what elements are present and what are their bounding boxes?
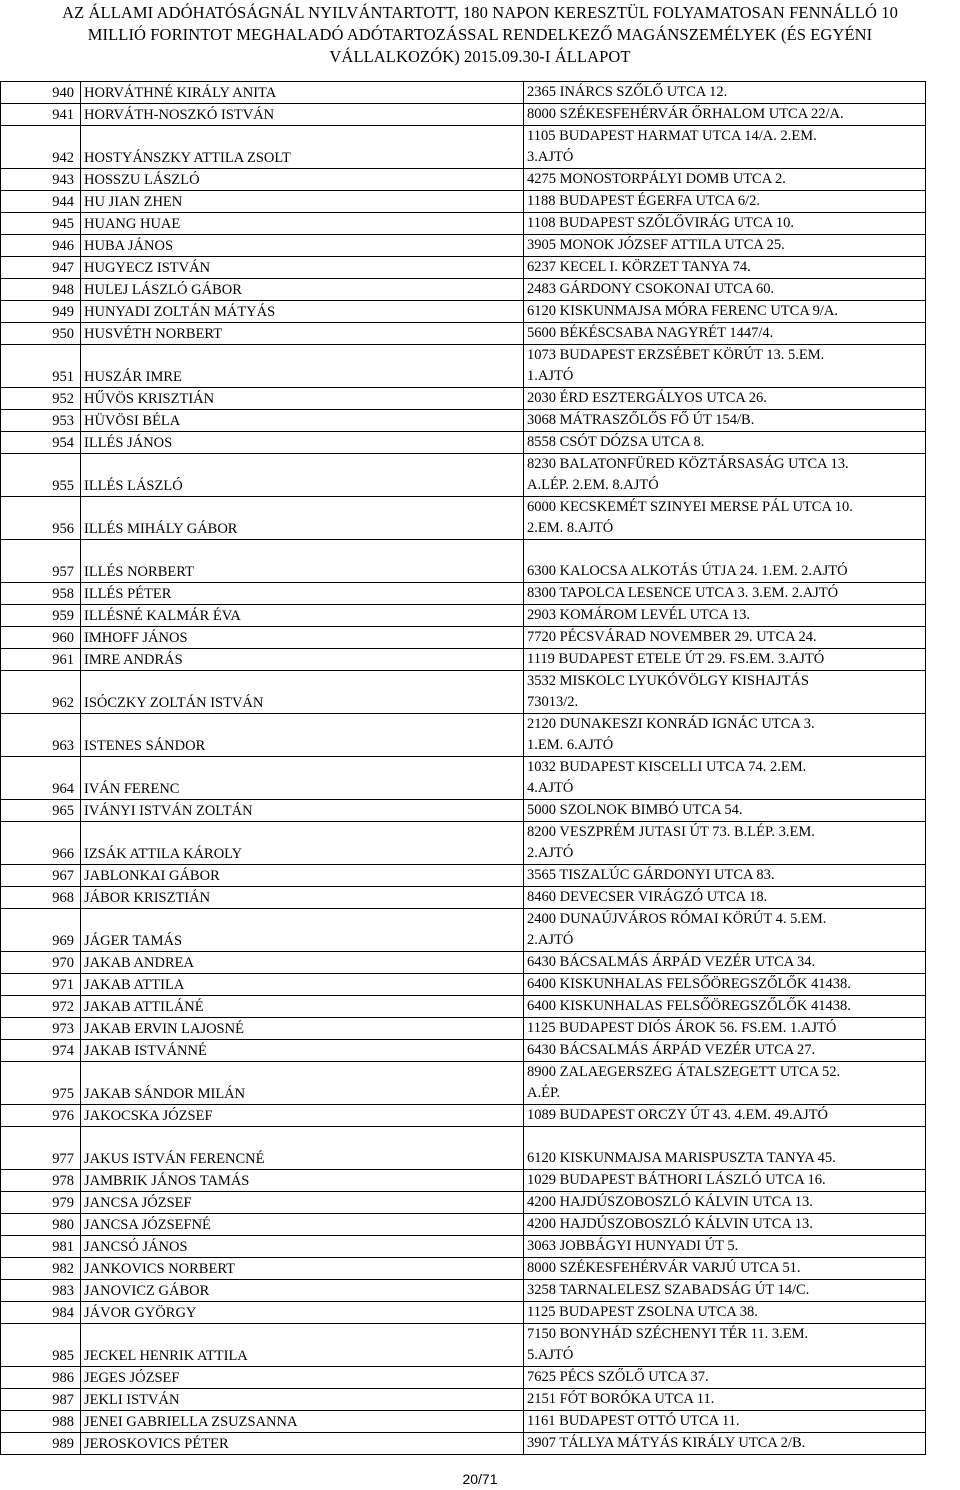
table-row [1,126,926,169]
row-number: 980 [1,1214,81,1236]
taxpayer-name: JAKAB ANDREA [81,952,524,974]
address-line: 4275 MONOSTORPÁLYI DOMB UTCA 2. [527,171,786,187]
address-line: 5000 SZOLNOK BIMBÓ UTCA 54. [527,802,743,818]
address-line: 3565 TISZALÚC GÁRDONYI UTCA 83. [527,867,775,883]
table-row [1,1236,926,1258]
table-row [1,822,926,865]
taxpayer-address [524,257,926,279]
row-number: 977 [1,1127,81,1170]
table-row [1,191,926,213]
taxpayer-address [524,583,926,605]
table-row [1,583,926,605]
row-number: 967 [1,865,81,887]
row-number: 958 [1,583,81,605]
row-number: 949 [1,301,81,323]
taxpayer-name: JENEI GABRIELLA ZSUZSANNA [81,1411,524,1433]
taxpayer-name: JAKAB ERVIN LAJOSNÉ [81,1018,524,1040]
taxpayer-name: JAKAB SÁNDOR MILÁN [81,1062,524,1105]
row-number: 987 [1,1389,81,1411]
table-row [1,714,926,757]
address-line: 1105 BUDAPEST HARMAT UTCA 14/A. 2.EM. [527,128,817,144]
address-line: 1032 BUDAPEST KISCELLI UTCA 74. 2.EM. [527,759,807,775]
row-number: 979 [1,1192,81,1214]
address-line: 8200 VESZPRÉM JUTASI ÚT 73. B.LÉP. 3.EM. [527,824,815,840]
table-row [1,649,926,671]
taxpayer-name: JEKLI ISTVÁN [81,1389,524,1411]
taxpayer-address [524,1127,926,1170]
table-row [1,1433,926,1455]
address-line: 2.EM. 8.AJTÓ [527,520,614,536]
address-line: 6430 BÁCSALMÁS ÁRPÁD VEZÉR UTCA 27. [527,1042,816,1058]
address-line: 8300 TAPOLCA LESENCE UTCA 3. 3.EM. 2.AJTÓ [527,585,839,601]
row-number: 940 [1,82,81,104]
row-number: 972 [1,996,81,1018]
taxpayer-name: JANCSÓ JÁNOS [81,1236,524,1258]
taxpayer-name: ISÓCZKY ZOLTÁN ISTVÁN [81,671,524,714]
taxpayer-address [524,82,926,104]
row-number: 984 [1,1302,81,1324]
address-line: 7150 BONYHÁD SZÉCHENYI TÉR 11. 3.EM. [527,1326,809,1342]
row-number: 947 [1,257,81,279]
row-number: 964 [1,757,81,800]
document-header [0,2,960,68]
taxpayer-name: JEGES JÓZSEF [81,1367,524,1389]
address-line: A.ÉP. [527,1085,561,1101]
taxpayer-name: JANKOVICS NORBERT [81,1258,524,1280]
address-line: 2483 GÁRDONY CSOKONAI UTCA 60. [527,281,775,297]
taxpayer-name: ILLÉS NORBERT [81,540,524,583]
address-line: 6120 KISKUNMAJSA MARISPUSZTA TANYA 45. [527,1150,836,1166]
taxpayer-address [524,757,926,800]
taxpayer-name: ISTENES SÁNDOR [81,714,524,757]
row-number: 985 [1,1324,81,1367]
address-line: 5600 BÉKÉSCSABA NAGYRÉT 1447/4. [527,325,774,341]
row-number: 942 [1,126,81,169]
taxpayer-address [524,279,926,301]
taxpayer-address [524,1170,926,1192]
taxpayer-name: HORVÁTH-NOSZKÓ ISTVÁN [81,104,524,126]
table-row [1,410,926,432]
table-row [1,1302,926,1324]
address-line: 3068 MÁTRASZŐLŐS FŐ ÚT 154/B. [527,412,755,428]
address-line: 73013/2. [527,694,579,710]
taxpayer-table [0,81,926,1455]
row-number: 953 [1,410,81,432]
taxpayer-name: HOSTYÁNSZKY ATTILA ZSOLT [81,126,524,169]
taxpayer-address [524,671,926,714]
row-number: 944 [1,191,81,213]
taxpayer-address [524,974,926,996]
address-line: 3532 MISKOLC LYUKÓVÖLGY KISHAJTÁS [527,673,809,689]
taxpayer-name: HU JIAN ZHEN [81,191,524,213]
table-row [1,1062,926,1105]
table-row [1,1040,926,1062]
taxpayer-name: JAKAB ISTVÁNNÉ [81,1040,524,1062]
row-number: 968 [1,887,81,909]
table-row [1,388,926,410]
table-row [1,301,926,323]
table-row [1,1192,926,1214]
address-line: 6400 KISKUNHALAS FELSŐÖREGSZŐLŐK 41438. [527,976,851,992]
table-row [1,800,926,822]
table-row [1,497,926,540]
row-number: 950 [1,323,81,345]
address-line: 3063 JOBBÁGYI HUNYADI ÚT 5. [527,1238,739,1254]
taxpayer-address [524,1433,926,1455]
taxpayer-address [524,104,926,126]
address-line: 4200 HAJDÚSZOBOSZLÓ KÁLVIN UTCA 13. [527,1216,813,1232]
taxpayer-address [524,1105,926,1127]
taxpayer-name: JEROSKOVICS PÉTER [81,1433,524,1455]
row-number: 955 [1,454,81,497]
taxpayer-address [524,649,926,671]
address-line: 1089 BUDAPEST ORCZY ÚT 43. 4.EM. 49.AJTÓ [527,1107,829,1123]
taxpayer-name: HUGYECZ ISTVÁN [81,257,524,279]
row-number: 970 [1,952,81,974]
table-row [1,865,926,887]
table-row [1,169,926,191]
table-row [1,1367,926,1389]
taxpayer-address [524,865,926,887]
address-line: 8900 ZALAEGERSZEG ÁTALSZEGETT UTCA 52. [527,1064,841,1080]
taxpayer-address [524,301,926,323]
table-row [1,627,926,649]
address-line: 7720 PÉCSVÁRAD NOVEMBER 29. UTCA 24. [527,629,817,645]
taxpayer-address [524,1411,926,1433]
row-number: 971 [1,974,81,996]
taxpayer-name: ILLÉS LÁSZLÓ [81,454,524,497]
taxpayer-name: JECKEL HENRIK ATTILA [81,1324,524,1367]
table-row [1,757,926,800]
taxpayer-address [524,714,926,757]
address-line: 6237 KECEL I. KÖRZET TANYA 74. [527,259,751,275]
taxpayer-address [524,1280,926,1302]
address-line: A.LÉP. 2.EM. 8.AJTÓ [527,477,659,493]
taxpayer-address [524,1236,926,1258]
table-row [1,104,926,126]
address-line: 1161 BUDAPEST OTTÓ UTCA 11. [527,1413,740,1429]
taxpayer-address [524,388,926,410]
address-line: 2151 FÓT BORÓKA UTCA 11. [527,1391,715,1407]
address-line: 2400 DUNAÚJVÁROS RÓMAI KÖRÚT 4. 5.EM. [527,911,827,927]
taxpayer-name: JÁVOR GYÖRGY [81,1302,524,1324]
row-number: 943 [1,169,81,191]
taxpayer-address [524,1302,926,1324]
taxpayer-name: HÜVÖSI BÉLA [81,410,524,432]
taxpayer-address [524,800,926,822]
address-line: 3907 TÁLLYA MÁTYÁS KIRÁLY UTCA 2/B. [527,1435,806,1451]
table-row [1,952,926,974]
row-number: 989 [1,1433,81,1455]
table-row [1,909,926,952]
taxpayer-address [524,1389,926,1411]
address-line: 2365 INÁRCS SZŐLŐ UTCA 12. [527,84,728,100]
address-line: 4200 HAJDÚSZOBOSZLÓ KÁLVIN UTCA 13. [527,1194,813,1210]
row-number: 952 [1,388,81,410]
taxpayer-name: JAKUS ISTVÁN FERENCNÉ [81,1127,524,1170]
table-row [1,345,926,388]
taxpayer-address [524,1367,926,1389]
table-row [1,82,926,104]
table-row [1,540,926,583]
address-line: 1.AJTÓ [527,368,574,384]
taxpayer-name: HOSSZU LÁSZLÓ [81,169,524,191]
taxpayer-name: JABLONKAI GÁBOR [81,865,524,887]
taxpayer-address [524,1192,926,1214]
table-row [1,257,926,279]
row-number: 974 [1,1040,81,1062]
table-row [1,996,926,1018]
address-line: 6000 KECSKEMÉT SZINYEI MERSE PÁL UTCA 10. [527,499,853,515]
row-number: 986 [1,1367,81,1389]
address-line: 6120 KISKUNMAJSA MÓRA FERENC UTCA 9/A. [527,303,838,319]
table-row [1,235,926,257]
taxpayer-address [524,627,926,649]
taxpayer-address [524,432,926,454]
taxpayer-name: JÁBOR KRISZTIÁN [81,887,524,909]
taxpayer-address [524,1324,926,1367]
row-number: 963 [1,714,81,757]
address-line: 8000 SZÉKESFEHÉRVÁR VARJÚ UTCA 51. [527,1260,801,1276]
address-line: 8558 CSÓT DÓZSA UTCA 8. [527,434,705,450]
taxpayer-name: JAKOCSKA JÓZSEF [81,1105,524,1127]
taxpayer-address [524,1062,926,1105]
table-row [1,887,926,909]
table-row [1,1389,926,1411]
row-number: 960 [1,627,81,649]
address-line: 8000 SZÉKESFEHÉRVÁR ŐRHALOM UTCA 22/A. [527,106,844,122]
address-line: 1108 BUDAPEST SZŐLŐVIRÁG UTCA 10. [527,215,795,231]
row-number: 941 [1,104,81,126]
table-row [1,1324,926,1367]
address-line: 1125 BUDAPEST DIÓS ÁROK 56. FS.EM. 1.AJTÓ [527,1020,837,1036]
taxpayer-address [524,605,926,627]
taxpayer-address [524,213,926,235]
address-line: 3.AJTÓ [527,149,574,165]
table-row [1,454,926,497]
row-number: 978 [1,1170,81,1192]
taxpayer-name: JAKAB ATTILÁNÉ [81,996,524,1018]
taxpayer-address [524,1040,926,1062]
row-number: 976 [1,1105,81,1127]
taxpayer-address [524,1258,926,1280]
taxpayer-address [524,497,926,540]
table-row [1,1105,926,1127]
taxpayer-name: HORVÁTHNÉ KIRÁLY ANITA [81,82,524,104]
row-number: 982 [1,1258,81,1280]
address-line: 5.AJTÓ [527,1347,574,1363]
address-line: 2030 ÉRD ESZTERGÁLYOS UTCA 26. [527,390,767,406]
taxpayer-name: IVÁN FERENC [81,757,524,800]
taxpayer-name: ILLÉSNÉ KALMÁR ÉVA [81,605,524,627]
table-row [1,1280,926,1302]
table-row [1,1170,926,1192]
taxpayer-address [524,887,926,909]
taxpayer-name: IMHOFF JÁNOS [81,627,524,649]
address-line: 1029 BUDAPEST BÁTHORI LÁSZLÓ UTCA 16. [527,1172,826,1188]
taxpayer-address [524,540,926,583]
taxpayer-name: HULEJ LÁSZLÓ GÁBOR [81,279,524,301]
header-line-2: MILLIÓ FORINTOT MEGHALADÓ ADÓTARTOZÁSSAL RENDELKEZŐ MAGÁNSZEMÉLYEK (ÉS EGYÉNI [87,25,873,44]
taxpayer-name: IMRE ANDRÁS [81,649,524,671]
taxpayer-name: HUNYADI ZOLTÁN MÁTYÁS [81,301,524,323]
table-row [1,1018,926,1040]
address-line: 1125 BUDAPEST ZSOLNA UTCA 38. [527,1304,758,1320]
header-line-1: AZ ÁLLAMI ADÓHATÓSÁGNÁL NYILVÁNTARTOTT, 180 NAPON KERESZTÜL FOLYAMATOSAN FENNÁLLÓ 10 [62,3,898,22]
taxpayer-name: JANCSA JÓZSEF [81,1192,524,1214]
taxpayer-address [524,822,926,865]
taxpayer-address [524,454,926,497]
row-number: 951 [1,345,81,388]
row-number: 983 [1,1280,81,1302]
taxpayer-address [524,996,926,1018]
address-line: 1119 BUDAPEST ETELE ÚT 29. FS.EM. 3.AJTÓ [527,651,825,667]
table-row [1,279,926,301]
address-line: 6430 BÁCSALMÁS ÁRPÁD VEZÉR UTCA 34. [527,954,816,970]
table-row [1,1258,926,1280]
page-number: 20/71 [462,1471,498,1487]
taxpayer-address [524,410,926,432]
address-line: 7625 PÉCS SZŐLŐ UTCA 37. [527,1369,709,1385]
address-line: 1073 BUDAPEST ERZSÉBET KÖRÚT 13. 5.EM. [527,347,825,363]
address-line: 3905 MONOK JÓZSEF ATTILA UTCA 25. [527,237,785,253]
taxpayer-name: ILLÉS PÉTER [81,583,524,605]
taxpayer-address [524,909,926,952]
row-number: 975 [1,1062,81,1105]
taxpayer-address [524,169,926,191]
taxpayer-name: ILLÉS JÁNOS [81,432,524,454]
address-line: 3258 TARNALELESZ SZABADSÁG ÚT 14/C. [527,1282,810,1298]
taxpayer-name: JANOVICZ GÁBOR [81,1280,524,1302]
address-line: 2120 DUNAKESZI KONRÁD IGNÁC UTCA 3. [527,716,815,732]
taxpayer-name: HUSZÁR IMRE [81,345,524,388]
table-row [1,1214,926,1236]
table-row [1,605,926,627]
row-number: 956 [1,497,81,540]
taxpayer-name: ILLÉS MIHÁLY GÁBOR [81,497,524,540]
address-line: 1188 BUDAPEST ÉGERFA UTCA 6/2. [527,193,760,209]
taxpayer-name: HUANG HUAE [81,213,524,235]
row-number: 988 [1,1411,81,1433]
address-line: 2.AJTÓ [527,932,574,948]
taxpayer-address [524,126,926,169]
row-number: 973 [1,1018,81,1040]
row-number: 959 [1,605,81,627]
row-number: 961 [1,649,81,671]
row-number: 965 [1,800,81,822]
row-number: 957 [1,540,81,583]
address-line: 6400 KISKUNHALAS FELSŐÖREGSZŐLŐK 41438. [527,998,851,1014]
table-row [1,432,926,454]
taxpayer-address [524,191,926,213]
taxpayer-name: JANCSA JÓZSEFNÉ [81,1214,524,1236]
row-number: 966 [1,822,81,865]
table-row [1,1127,926,1170]
taxpayer-name: JAKAB ATTILA [81,974,524,996]
taxpayer-address [524,952,926,974]
address-line: 8230 BALATONFÜRED KÖZTÁRSASÁG UTCA 13. [527,456,849,472]
taxpayer-table-body [1,82,926,1455]
taxpayer-name: HUBA JÁNOS [81,235,524,257]
address-line: 8460 DEVECSER VIRÁGZÓ UTCA 18. [527,889,768,905]
row-number: 945 [1,213,81,235]
row-number: 981 [1,1236,81,1258]
address-line: 4.AJTÓ [527,780,574,796]
table-row [1,974,926,996]
taxpayer-name: IZSÁK ATTILA KÁROLY [81,822,524,865]
header-line-3: VÁLLALKOZÓK) 2015.09.30-I ÁLLAPOT [329,47,631,66]
taxpayer-name: JAMBRIK JÁNOS TAMÁS [81,1170,524,1192]
table-row [1,213,926,235]
taxpayer-name: JÁGER TAMÁS [81,909,524,952]
address-line: 1.EM. 6.AJTÓ [527,737,614,753]
address-line: 2903 KOMÁROM LEVÉL UTCA 13. [527,607,751,623]
table-row [1,323,926,345]
address-line: 6300 KALOCSA ALKOTÁS ÚTJA 24. 1.EM. 2.AJTÓ [527,563,848,579]
taxpayer-name: HŰVÖS KRISZTIÁN [81,388,524,410]
row-number: 946 [1,235,81,257]
taxpayer-name: HUSVÉTH NORBERT [81,323,524,345]
row-number: 969 [1,909,81,952]
row-number: 954 [1,432,81,454]
taxpayer-address [524,1018,926,1040]
table-row [1,1411,926,1433]
table-row [1,671,926,714]
address-line: 2.AJTÓ [527,845,574,861]
row-number: 962 [1,671,81,714]
taxpayer-address [524,345,926,388]
taxpayer-address [524,235,926,257]
row-number: 948 [1,279,81,301]
taxpayer-address [524,323,926,345]
taxpayer-address [524,1214,926,1236]
taxpayer-name: IVÁNYI ISTVÁN ZOLTÁN [81,800,524,822]
